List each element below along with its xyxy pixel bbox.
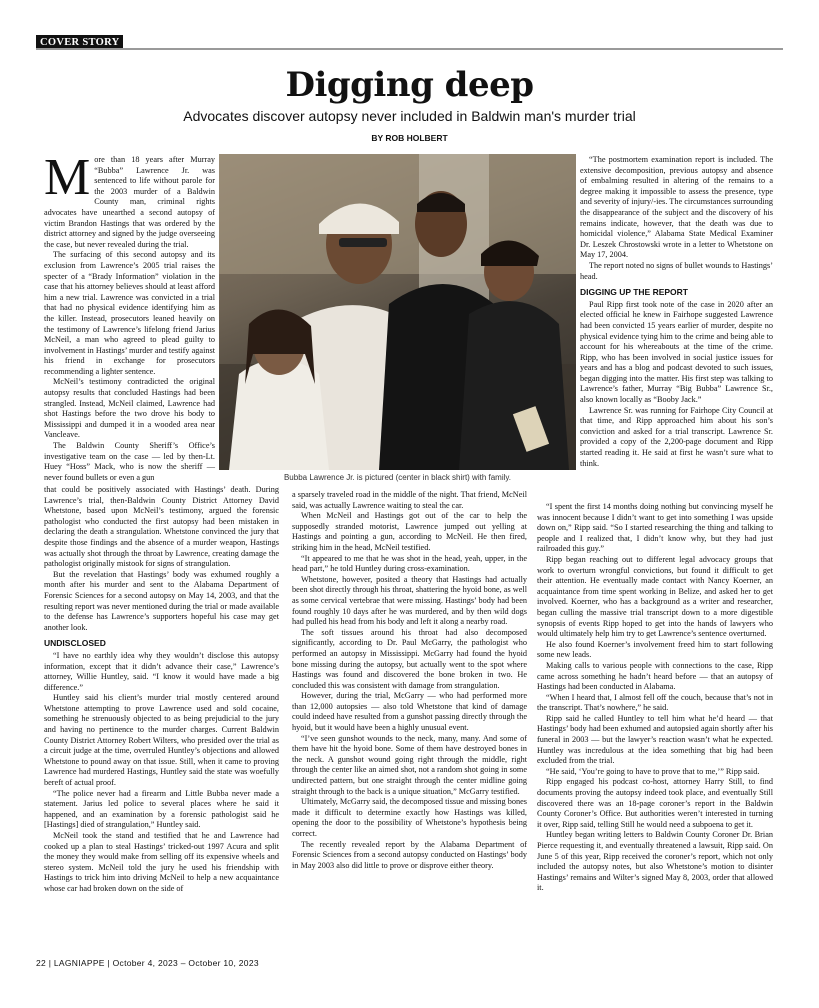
paragraph: “I spent the first 14 months doing nothing but convincing myself he was innocent because I didn’t want to get into something I was upside down on,” Ripp said. “So I started researching the thing and talking to people and I realized that, I didn’t know why, but they had just railroaded this guy.” (537, 502, 773, 554)
article-column-2 (44, 485, 279, 895)
family-photo (219, 154, 576, 470)
paragraph: The soft tissues around his throat had also decomposed significantly, according to Dr. Paul McGarry, the pathologist who performed an autopsy in Mississippi. McGarry had found the hyoid bone missing during the autopsy, but actually went to the spot where Hastings was found and discovered the bone broken in two. He concluded this was consistent with damage from strangulation. (292, 627, 527, 690)
article-column-4-continued (537, 502, 773, 894)
article-column-3 (292, 490, 527, 871)
paragraph: Huntley began writing letters to Baldwin County Coroner Dr. Brian Pierce requesting it, and eventually threatened a lawsuit, Ripp said. On June 5 of this year, Ripp received the coroner’s report, which not only included the autopsy notes, but also Whetstone’s motion to disinter Hastings’ remains and Wilter’s signed May 8, 2003, order that allowed it. (537, 830, 773, 893)
section-rule (36, 48, 783, 50)
paragraph: Ripp began reaching out to different legal advocacy groups that work to overturn wrongful convictions, but found it difficult to get their attention. He eventually made contact with Nancy Koerner, an acquaintance from time spent working in Belize, and asked her to get involved. Koerner, who has a background as a writer and researcher, began culling the massive trial transcript down to a more digestible synopsis of events Ripp hoped to get into the hands of lawyers who would ultimately help him try to get Lawrence’s sentence overturned. (537, 554, 773, 639)
paragraph: “I’ve seen gunshot wounds to the neck, many, many. And some of them have hit the hyoid bone. Some of them have destroyed bones in the neck. A gunshot wound going right through the middle, right through the center like an aimed shot, not a random shot going in some undirected pattern, but one straight through the center midline going straight through to the back is a unique situation,” McGarry testified. (292, 733, 527, 796)
paragraph: Paul Ripp first took note of the case in 2020 after an elected official he knew in Fairhope suggested Lawrence had been convicted 15 years earlier of murder, despite no physical evidence tying him to the crime and being able to account for his whereabouts at the time of the crime. Ripp, who has been involved in social justice issues for years and has a blog and podcast devoted to such issues, began digging into the matter. His first step was talking to Lawrence’s father, Murray “Big Bubba” Lawrence Sr., also known locally as “Booby Jack.” (580, 299, 773, 405)
section-heading-digging-up-the-report: DIGGING UP THE REPORT (580, 287, 688, 298)
paragraph: The surfacing of this second autopsy and its exclusion from Lawrence’s 2005 trial raises the specter of a “Brady Information” violation in the case that his attorney believes should at least afford him a new trial. Lawrence was convicted in a trial that had no physical evidence identifying him as the killer. Instead, prosecutors leaned heavily on the testimony of Lawrence’s lifelong friend Jarius McNeil, a man who agreed to plead guilty to involvement in Hastings’ murder and testify against his friend in exchange for prosecutors recommending a lighter sentence. (44, 250, 215, 376)
byline: BY ROB HOLBERT (371, 133, 448, 143)
paragraph: Ripp said he called Huntley to tell him what he’d heard — that Hastings’ body had been exhumed and autopsied again shortly after his funeral in 2003 — but the lawyer’s reaction wasn’t what he expected. Huntley was incredulous at the idea something that big had been excluded from the trial. (537, 713, 773, 766)
drop-cap: M (44, 149, 91, 206)
paragraph: The report noted no signs of bullet wounds to Hastings’ head. (580, 260, 773, 281)
article-column-4 (580, 155, 773, 469)
family-photo-illustration (219, 154, 576, 470)
paragraph: “It appeared to me that he was shot in the head, yeah, upper, in the head part,” he told Huntley during cross-examination. (292, 553, 527, 574)
section-heading-undisclosed: UNDISCLOSED (44, 638, 106, 649)
paragraph: ore than 18 years after Murray “Bubba” Lawrence Jr. was sentenced to life without parole for the 2003 murder of a Baldwin County man, criminal rights advocates have unearthed a second autopsy of victim Brandon Hastings that was ordered by the district attorney and signed by the judge overseeing the case, but never revealed during the trial. (44, 155, 215, 249)
paragraph: a sparsely traveled road in the middle of the night. That friend, McNeil said, was actually Lawrence waiting to steal the car. (292, 490, 527, 510)
paragraph: Ultimately, McGarry said, the decomposed tissue and missing bones made it difficult to determine exactly how Hastings was killed, opening the door to the possibility of Whetstone’s hypothesis being correct. (292, 797, 527, 838)
paragraph: McNeil’s testimony contradicted the original autopsy results that concluded Hastings had been strangled. Instead, McNeil claimed, Lawrence had shot Hastings before the two drove his body to Mississippi and dumped it in a wooded area near Vancleave. (44, 377, 215, 440)
page-footer: 22 | LAGNIAPPE | October 4, 2023 – October 10, 2023 (36, 958, 259, 968)
paragraph: He also found Koerner’s involvement freed him to start following some new leads. (537, 639, 773, 660)
paragraph: McNeil took the stand and testified that he and Lawrence had cooked up a plan to steal Hastings’ tricked-out 1997 Acura and split the money they would make from selling off its expensive wheels and stereo system. McNeil told the jury he used his friendship with Hastings to trick him into driving McNeil to help a new acquaintance whose car had broken down on the side of (44, 831, 279, 893)
paragraph: Huntley said his client’s murder trial mostly centered around Whetstone attempting to prove Lawrence used and sold cocaine, something he strenuously objected to as being prejudicial to the jury and having no pertinence to the murder charges. Current Baldwin County District Attorney Robert Wilters, who presided over the trial as a circuit judge at the time, overruled Huntley’s objections and allowed Whetstone to pound away on that issue. Still, when it came to proving Lawrence had murdered Hastings, Huntley said the state was woefully bereft of actual proof. (44, 693, 279, 788)
photo-caption: Bubba Lawrence Jr. is pictured (center in black shirt) with family. (283, 473, 512, 482)
paragraph: “When I heard that, I almost fell off the couch, because that’s not in the transcript. That’s nowhere,” he said. (537, 692, 773, 713)
paragraph: “The police never had a firearm and Little Bubba never made a statement. Jarius led police to several places where he said it happened, and an examination by a forensic pathologist said he [Hastings] died of strangulation,” Huntley said. (44, 788, 279, 830)
paragraph: “He said, ‘You’re going to have to prove that to me,’” Ripp said. (546, 766, 760, 776)
paragraph: However, during the trial, McGarry — who had performed more than 12,000 autopsies — also told Whetstone that kind of damage could indeed have resulted from a gunshot passing directly through the hyoid, but it would have been a highly unusual event. (292, 691, 527, 733)
paragraph: that could be positively associated with Hastings’ death. During Lawrence’s trial, then-Baldwin County District Attorney David Whetstone, based upon McNeil’s testimony, argued the forensic pathologist who conducted the first autopsy had been mistaken in declaring the death a strangulation. Whetstone convinced the jury that despite those findings and the absence of a murder weapon, Hastings was actually shot through the throat by Lawrence, creating damage the pathologist originally mistook for signs of strangulation. (44, 485, 279, 569)
paragraph: When McNeil and Hastings got out of the car to help the supposedly stranded motorist, Lawrence jumped out yelling at Hastings and pointing a gun, according to McNeil. He then fired, striking him in the head, McNeil testified. (292, 511, 527, 552)
section-label: COVER STORY (36, 35, 123, 50)
paragraph: Lawrence Sr. was running for Fairhope City Council at that time, and Ripp approached him about his son’s conviction and asked for a trial transcript. Lawrence Sr. provided a copy of the 2,200-page document and Ripp started reading it. He said at first he wasn’t sure what to think. (580, 405, 773, 468)
paragraph: The recently revealed report by the Alabama Department of Forensic Sciences from a second autopsy conducted on Hastings’ body in May 2003 also did little to prove or disprove either theory. (292, 839, 527, 870)
paragraph: Making calls to various people with connections to the case, Ripp came across something he hadn’t heard before — that an autopsy of Hastings had been conducted in Alabama. (537, 660, 773, 692)
subheadline: Advocates discover autopsy never included in Baldwin man's murder trial (183, 108, 636, 124)
paragraph: Whetstone, however, posited a theory that Hastings had actually been shot directly through his throat, shattering the hyoid bone, as well as some cervical vertebrae that were missing. Hastings’ body had been found roughly 10 days after he was murdered, and by then wild dogs had pulled his head from his body and left it along a nearby road. (292, 574, 527, 627)
paragraph: “I have no earthly idea why they wouldn’t disclose this autopsy information, except that it didn’t advance their case,” Lawrence’s attorney, Willie Huntley, said. “I know it would have made a big difference.” (44, 650, 279, 692)
paragraph: The Baldwin County Sheriff’s Office’s investigative team on the case — led by then-Lt. Huey “Hoss” Mack, who is now the sheriff — never found bullets or even a gun (44, 441, 215, 482)
paragraph: Ripp engaged his podcast co-host, attorney Harry Still, to find documents proving the autopsy indeed took place, and eventually Still discovered there was an 18-page coroner’s report in the Baldwin County Coroner’s Office. But authorities weren’t interested in turning it over, Ripp said, telling Still he would need a subpoena to get it. (537, 777, 773, 829)
paragraph: “The postmortem examination report is included. The extensive decomposition, previous autopsy and absence of embalming resulted in altering of the remains to a degree making it impossible to assess the presence, type and severity of injury/-ies. The circumstances surrounding the disappearance of the subject and the discovery of his remains indicate, however, that the death was due to homicidal violence,” Alabama State Medical Examiner Dr. Leszek Chrostowski wrote in a letter to Whetstone on May 17, 2004. (580, 155, 773, 260)
article-column-1 (44, 149, 215, 483)
paragraph: But the revelation that Hastings’ body was exhumed roughly a month after his murder and sent to the Alabama Department of Forensic Sciences for a second autopsy on May 14, 2003, and that the resulting report was never mentioned during the trial or made available to the defense has Lawrence’s supporters hopeful his case may get another look. (44, 569, 279, 632)
headline: Digging deep (285, 65, 534, 105)
